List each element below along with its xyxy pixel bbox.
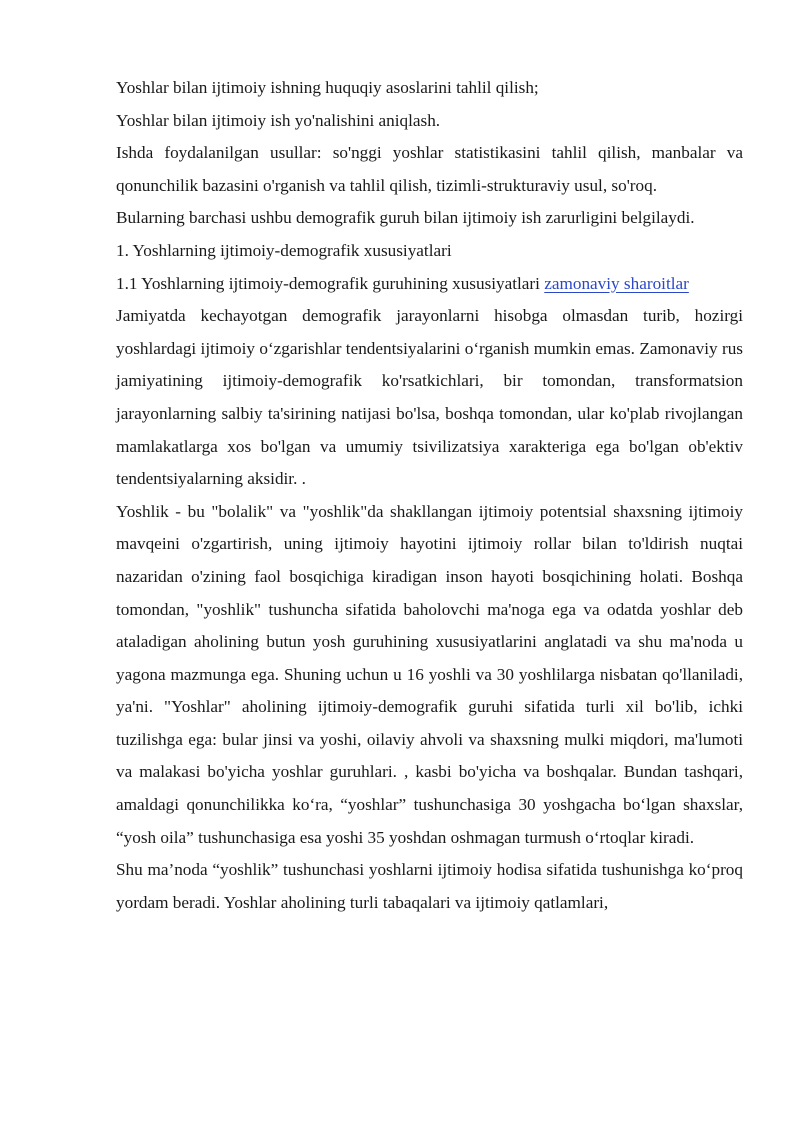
paragraph-methods: Ishda foydalanilgan usullar: so'nggi yoshlar statistikasini tahlil qilish, manbalar va qonunchilik bazasini o'rganish va tahlil qilish, tizimli-strukturaviy usul, so'roq. [116,143,743,195]
paragraph-youth-concept: Shu ma’noda “yoshlik” tushunchasi yoshlarni ijtimoiy hodisa sifatida tushunishga ko‘proq yordam beradi. Yoshlar aholining turli tabaqalari va ijtimoiy qatlamlari, [116,860,743,912]
paragraph-youth-definition: Yoshlik - bu "bolalik" va "yoshlik"da shakllangan ijtimoiy potentsial shaxsning ijtimoiy mavqeini o'zgartirish, uning ijtimoiy hayotini ijtimoiy rollar bilan to'ldirish nuqtai nazaridan o'zining faol bosqichiga kiradigan inson hayoti bosqichining holati. Boshqa tomondan, "yoshlik" tushuncha sifatida baholovchi ma'noga ega va odatda yoshlar deb ataladigan aholining butun yosh guruhining xususiyatlarini anglatadi va shu ma'noda u yagona mazmunga ega. Shuning uchun u 16 yoshli va 30 yoshlilarga nisbatan qo'llaniladi, ya'ni. "Yoshlar" aholining ijtimoiy-demografik guruhi sifatida turli xil bo'lib, ichki tuzilishga ega: bular jinsi va yoshi, oilaviy ahvoli va shaxsning mulki miqdori, ma'lumoti va malakasi bo'yicha yoshlar guruhlari. , kasbi bo'yicha va boshqalar. Bundan tashqari, amaldagi qonunchilikka ko‘ra, “yoshlar” tushunchasiga 30 yoshgacha bo‘lgan shaxslar, “yosh oila” tushunchasiga esa yoshi 35 yoshdan oshmagan turmush o‘rtoqlar kiradi. [116,501,743,847]
section-heading-link[interactable]: zamonaviy sharoitlar [544,273,689,293]
paragraph-demographic-processes: Jamiyatda kechayotgan demografik jarayonlarni hisobga olmasdan turib, hozirgi yoshlardagi ijtimoiy o‘zgarishlar tendentsiyalarini o‘rganish mumkin emas. Zamonaviy rus jamiyatining ijtimoiy-demografik ko'rsatkichlari, bir tomondan, transformatsion jarayonlarning salbiy ta'sirining natijasi bo'lsa, boshqa tomondan, ular ko'plab rivojlangan mamlakatlarga xos bo'lgan va umumiy tsivilizatsiya xarakteriga ega bo'lgan ob'ektiv tendentsiyalarning aksidir. . [116,306,743,489]
section-heading [116,268,743,301]
paragraph-objective-1: Yoshlar bilan ijtimoiy ishning huquqiy asoslarini tahlil qilish; [116,78,539,97]
section-heading-text: 1.1 Yoshlarning ijtimoiy-demografik guruhining xususiyatlari [116,273,545,293]
document-page [116,72,743,919]
paragraph-objective-2: Yoshlar bilan ijtimoiy ish yo'nalishini aniqlash. [116,110,441,130]
paragraph-necessity: Bularning barchasi ushbu demografik guruh bilan ijtimoiy ish zarurligini belgilaydi. [116,208,695,228]
chapter-heading: 1. Yoshlarning ijtimoiy-demografik xususiyatlari [116,240,452,260]
